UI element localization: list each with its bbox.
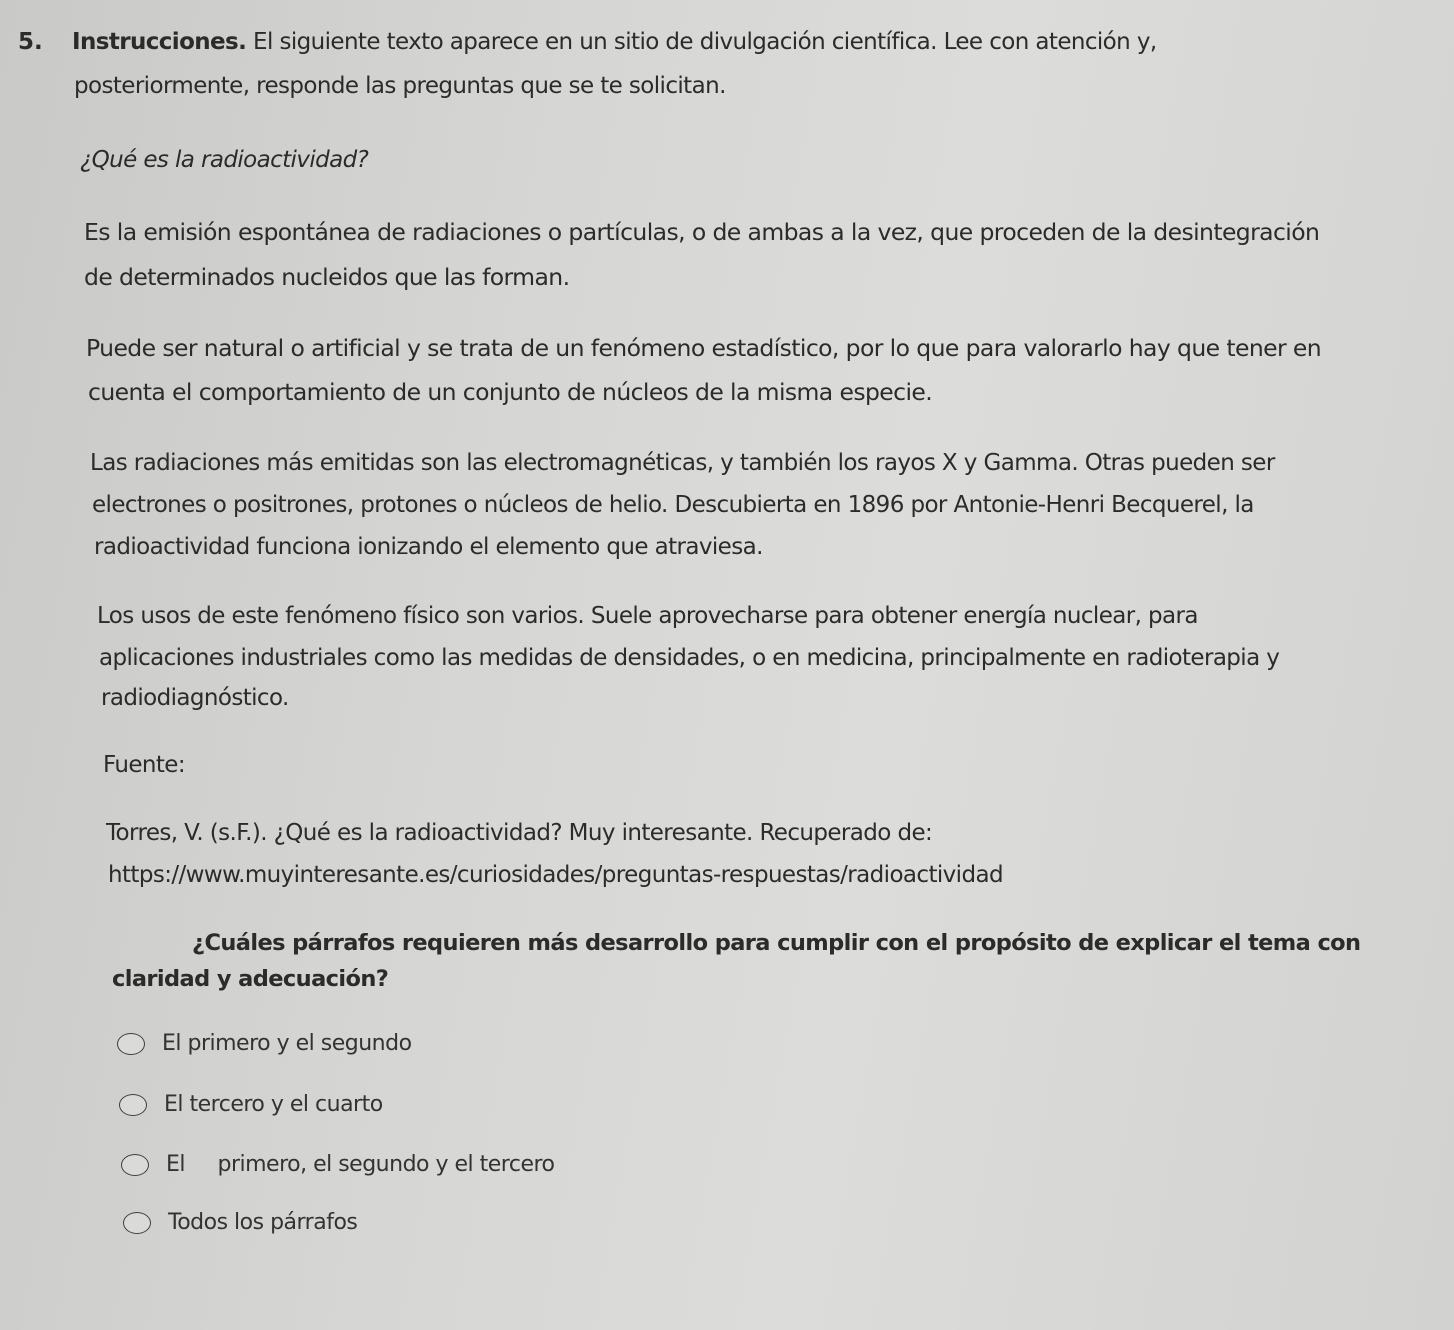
radio-button-icon[interactable] [121, 1154, 149, 1176]
option-label: El primero, el segundo y el tercero [166, 1152, 555, 1177]
radio-button-icon[interactable] [123, 1212, 151, 1234]
paragraph-1-line-1: Es la emisión espontánea de radiaciones o partículas, o de ambas a la vez, que proceden de la desintegración [84, 218, 1320, 246]
prompt-line-1: ¿Cuáles párrafos requieren más desarrollo para cumplir con el propósito de explicar el tema con [192, 930, 1361, 956]
paragraph-3-line-1: Las radiaciones más emitidas son las electromagnéticas, y también los rayos X y Gamma. Otras pueden ser [90, 450, 1275, 476]
option-label: El primero y el segundo [162, 1031, 412, 1056]
instructions-label: Instrucciones. [72, 29, 247, 55]
paragraph-4-line-3: radiodiagnóstico. [101, 685, 289, 711]
option-2[interactable] [119, 1092, 383, 1117]
prompt-line-2: claridad y adecuación? [112, 966, 389, 992]
paragraph-3-line-3: radioactividad funciona ionizando el elemento que atraviesa. [94, 534, 763, 560]
paragraph-2-line-1: Puede ser natural o artificial y se trata de un fenómeno estadístico, por lo que para valorarlo hay que tener en [86, 334, 1322, 362]
paragraph-1-line-2: de determinados nucleidos que las forman. [84, 263, 570, 291]
paragraph-3-line-2: electrones o positrones, protones o núcleos de helio. Descubierta en 1896 por Antonie-Henri Becquerel, la [92, 492, 1254, 518]
citation-link[interactable]: https://www.muyinteresante.es/curiosidades/preguntas-respuestas/radioactividad [108, 862, 1003, 888]
instructions-line-1 [72, 27, 1157, 57]
option-1[interactable] [117, 1031, 412, 1056]
radio-button-icon[interactable] [119, 1094, 147, 1116]
article-title: ¿Qué es la radioactividad? [80, 147, 369, 173]
option-label: Todos los párrafos [168, 1210, 358, 1235]
question-number: 5. [18, 29, 43, 55]
paragraph-4-line-1: Los usos de este fenómeno físico son varios. Suele aprovecharse para obtener energía nuclear, para [97, 603, 1198, 629]
instructions-text: El siguiente texto aparece en un sitio de divulgación científica. Lee con atención y, [253, 29, 1157, 55]
radio-button-icon[interactable] [117, 1033, 145, 1055]
citation-line-1: Torres, V. (s.F.). ¿Qué es la radioactividad? Muy interesante. Recuperado de: [106, 820, 933, 846]
source-label: Fuente: [103, 752, 185, 778]
paragraph-4-line-2: aplicaciones industriales como las medidas de densidades, o en medicina, principalmente en radioterapia y [99, 645, 1280, 671]
option-3[interactable] [121, 1152, 555, 1177]
paragraph-2-line-2: cuenta el comportamiento de un conjunto de núcleos de la misma especie. [88, 378, 933, 406]
option-label: El tercero y el cuarto [164, 1092, 383, 1117]
option-4[interactable] [123, 1210, 357, 1235]
instructions-line-2: posteriormente, responde las preguntas que se te solicitan. [74, 73, 726, 99]
